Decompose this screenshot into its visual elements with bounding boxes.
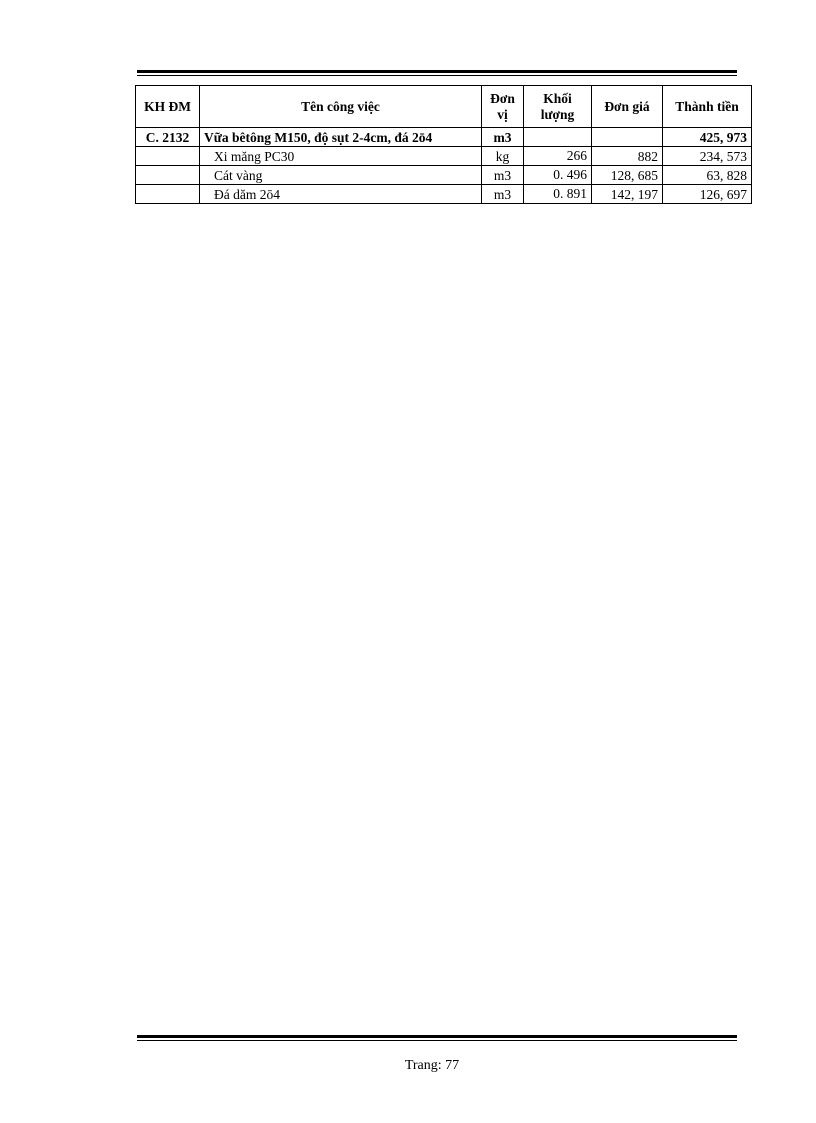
- cell-name: Vữa bêtông M150, độ sụt 2-4cm, đá 2ō4: [200, 128, 482, 147]
- header-rule: [137, 70, 737, 76]
- cell-amount: 234, 573: [663, 147, 752, 166]
- table-row: [136, 166, 752, 185]
- cell-qty: 0. 891: [524, 185, 592, 204]
- header-qty: Khối lượng: [524, 86, 592, 128]
- cell-qty: 266: [524, 147, 592, 166]
- header-code: KH ĐM: [136, 86, 200, 128]
- cell-amount: 425, 973: [663, 128, 752, 147]
- cell-qty: [524, 128, 592, 147]
- table-row: [136, 147, 752, 166]
- cell-qty: 0. 496: [524, 166, 592, 185]
- cell-amount: 126, 697: [663, 185, 752, 204]
- cell-amount: 63, 828: [663, 166, 752, 185]
- cell-price: [592, 128, 663, 147]
- header-unit: Đơn vị: [482, 86, 524, 128]
- header-name: Tên công việc: [200, 86, 482, 128]
- cell-code: C. 2132: [136, 128, 200, 147]
- cell-name: Cát vàng: [200, 166, 482, 185]
- table-row: [136, 185, 752, 204]
- header-amount: Thành tiền: [663, 86, 752, 128]
- cell-price: 882: [592, 147, 663, 166]
- cell-name: Xi măng PC30: [200, 147, 482, 166]
- cell-unit: m3: [482, 185, 524, 204]
- cell-price: 142, 197: [592, 185, 663, 204]
- cell-code: [136, 185, 200, 204]
- cell-unit: kg: [482, 147, 524, 166]
- cost-table: [135, 85, 752, 204]
- cell-code: [136, 166, 200, 185]
- table-row: [136, 128, 752, 147]
- cell-name: Đá dăm 2ō4: [200, 185, 482, 204]
- header-price: Đơn giá: [592, 86, 663, 128]
- page-footer: [0, 1058, 816, 1074]
- page-number: 77: [445, 1058, 460, 1073]
- footer-rule: [137, 1035, 737, 1041]
- cell-unit: m3: [482, 128, 524, 147]
- cell-code: [136, 147, 200, 166]
- table-header-row: [136, 86, 752, 128]
- cell-unit: m3: [482, 166, 524, 185]
- cell-price: 128, 685: [592, 166, 663, 185]
- page-label: Trang:: [404, 1058, 442, 1073]
